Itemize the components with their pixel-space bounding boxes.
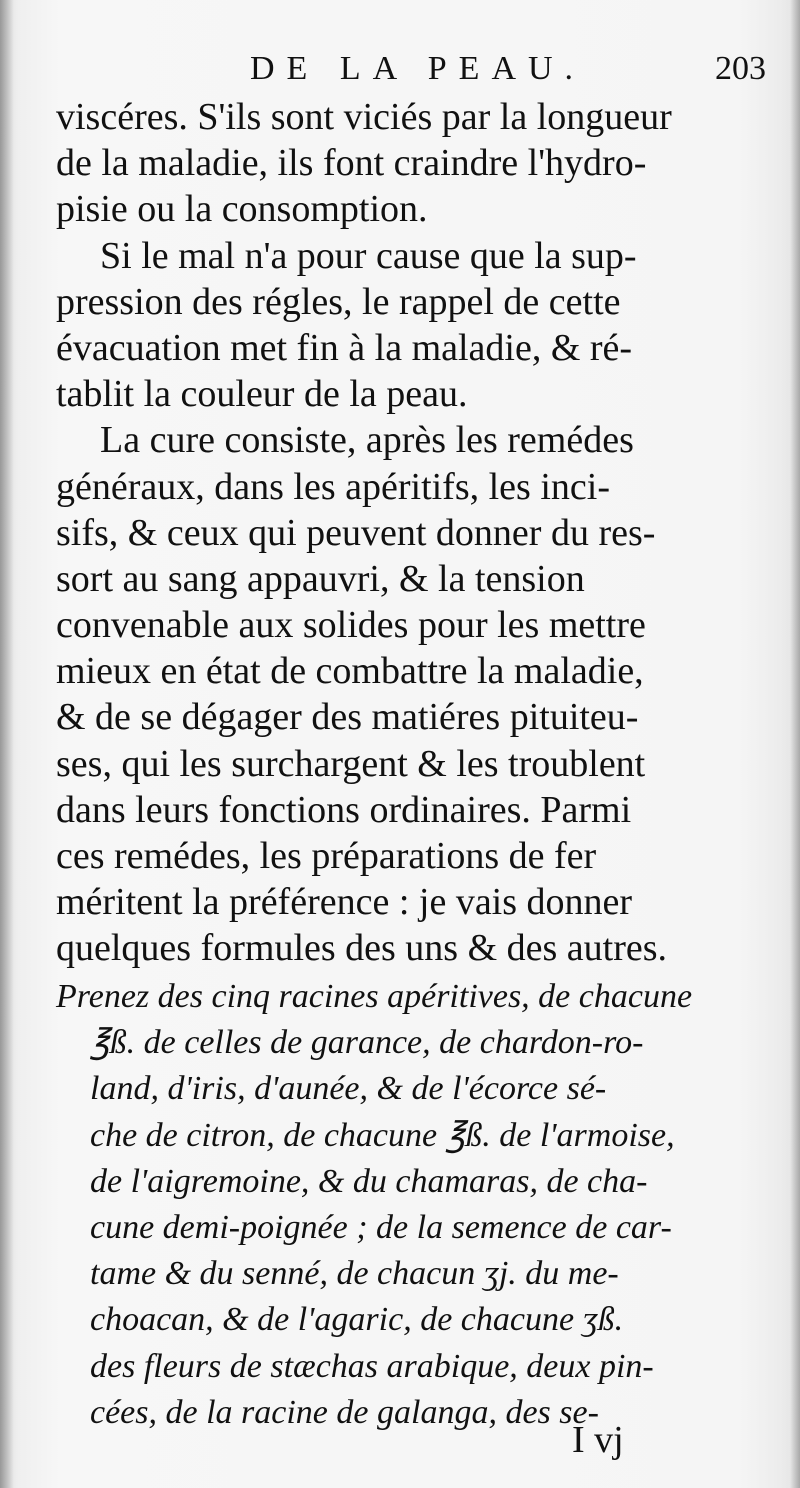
body-line: méritent la préférence : je vais donner xyxy=(56,881,633,924)
signature-mark: I vj xyxy=(572,1419,624,1461)
recipe-line: ℥ß. de celles de garance, de chardon-ro- xyxy=(90,1024,644,1062)
body-line: La cure consiste, après les remédes xyxy=(100,419,634,462)
recipe-line: choacan, & de l'agaric, de chacune ʒß. xyxy=(90,1301,624,1339)
page-right-edge-shadow xyxy=(790,0,800,1488)
body-line: ces remédes, les préparations de fer xyxy=(56,835,597,877)
recipe-line: land, d'iris, d'aunée, & de l'écorce sé- xyxy=(90,1070,607,1108)
recipe-line: tame & du senné, de chacun ʒj. du me- xyxy=(90,1255,619,1293)
recipe-line: cées, de la racine de galanga, des se- xyxy=(90,1393,599,1431)
page-left-edge-shadow xyxy=(0,0,14,1488)
body-line: pression des régles, le rappel de cette xyxy=(56,280,621,323)
body-line: pisie ou la consomption. xyxy=(56,188,428,231)
body-text xyxy=(56,94,776,972)
running-head xyxy=(0,50,800,90)
running-title: DE LA PEAU. xyxy=(250,50,586,87)
body-line: ses, qui les surchargent & les troublent xyxy=(56,742,646,785)
body-line: Si le mal n'a pour cause que la sup- xyxy=(100,234,637,277)
body-line: & de se dégager des matiéres pituiteu- xyxy=(56,696,639,739)
recipe-formula xyxy=(56,974,776,1436)
recipe-line: de l'aigremoine, & du chamaras, de cha- xyxy=(90,1162,648,1200)
body-line: sort au sang appauvri, & la tension xyxy=(56,557,585,600)
recipe-line: che de citron, de chacune ℥ß. de l'armoise, xyxy=(90,1116,675,1154)
recipe-line: Prenez des cinq racines apéritives, de chacune xyxy=(56,978,693,1015)
recipe-line: cune demi-poignée ; de la semence de car- xyxy=(90,1208,672,1246)
body-line: mieux en état de combattre la maladie, xyxy=(56,650,644,693)
body-line: dans leurs fonctions ordinaires. Parmi xyxy=(56,788,632,831)
body-line: tablit la couleur de la peau. xyxy=(56,373,468,416)
body-line: généraux, dans les apéritifs, les inci- xyxy=(56,465,610,508)
page-number: 203 xyxy=(715,50,766,87)
body-line: quelques formules des uns & des autres. xyxy=(56,927,668,970)
body-line: évacuation met fin à la maladie, & ré- xyxy=(56,326,633,369)
body-line: de la maladie, ils font craindre l'hydro- xyxy=(56,142,647,185)
body-line: sifs, & ceux qui peuvent donner du res- xyxy=(56,511,656,554)
body-line: convenable aux solides pour les mettre xyxy=(56,604,646,647)
recipe-line: des fleurs de stæchas arabique, deux pin- xyxy=(90,1347,654,1385)
body-line: viscéres. S'ils sont viciés par la longueur xyxy=(56,96,672,138)
